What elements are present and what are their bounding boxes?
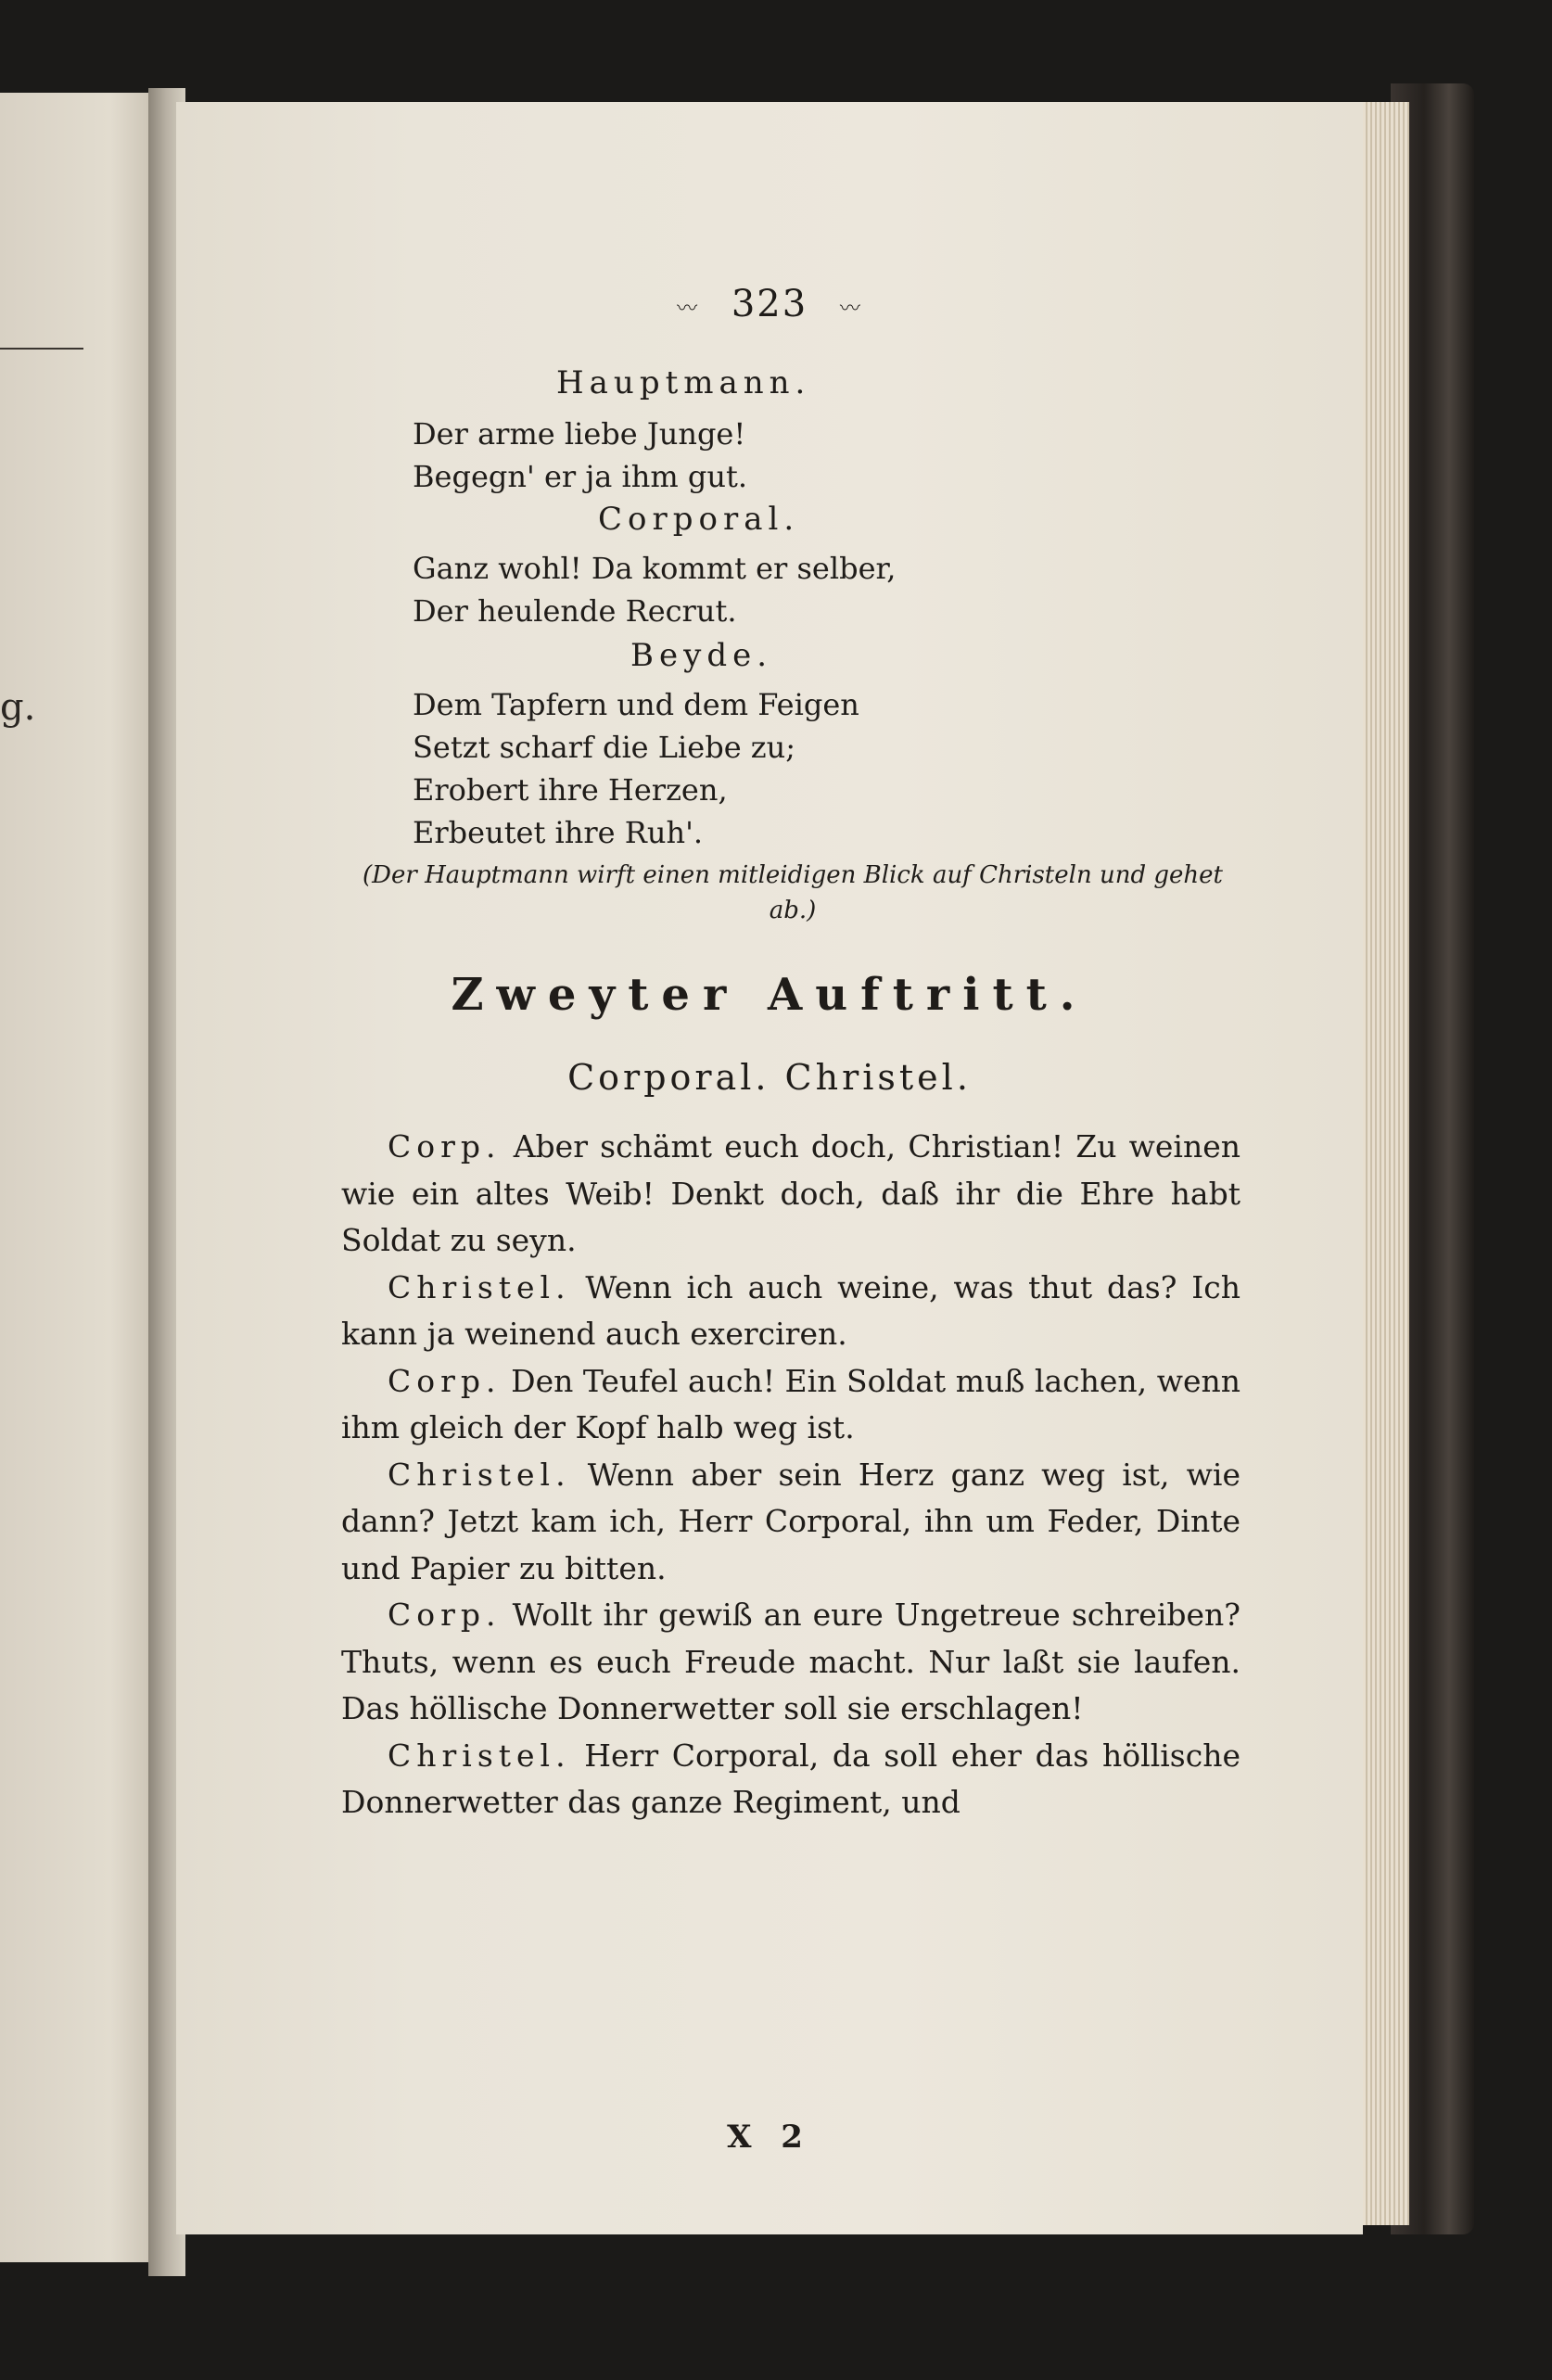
dialogue-paragraph (341, 1452, 1240, 1593)
header-ornament-left: 〰 (677, 297, 700, 321)
verse-block-3 (413, 683, 859, 854)
verse-line: Erobert ihre Herzen, (413, 772, 728, 808)
dialogue-text: Wenn aber sein Herz ganz weg ist, wie dann? Jetzt kam ich, Herr Corporal, ihn um Feder, Dinte und Papier zu bitten. (341, 1456, 1240, 1586)
dialogue-paragraph (341, 1592, 1240, 1733)
dialogue-speaker: Corp. (388, 1128, 502, 1165)
dialogue-paragraph (341, 1733, 1240, 1826)
dialogue-speaker: Corp. (388, 1597, 502, 1633)
verse-block-2 (413, 547, 896, 632)
speaker-beyde: Beyde. (630, 637, 773, 674)
header-ornament-right: 〰 (839, 297, 862, 321)
dialogue-speaker: Christel. (388, 1456, 571, 1493)
speaker-hauptmann: Hauptmann. (556, 364, 811, 401)
verse-block-1 (413, 413, 747, 498)
dialogue-speaker: Christel. (388, 1737, 571, 1774)
left-page-rule (0, 348, 83, 350)
dialogue-text: Wenn ich auch weine, was thut das? Ich kann ja weinend auch exerciren. (341, 1268, 1240, 1352)
left-page (0, 93, 158, 2262)
book-page (176, 102, 1363, 2234)
page-header (176, 283, 1363, 325)
verse-line: Der heulende Recrut. (413, 593, 737, 629)
dialogue-paragraph (341, 1358, 1240, 1452)
speaker-corporal: Corporal. (598, 501, 800, 538)
dialogue-text: Wollt ihr gewiß an eure Ungetreue schreiben? Thuts, wenn es euch Freude macht. Nur laßt sie laufen. Das höllische Donnerwetter soll sie erschlagen! (341, 1597, 1240, 1726)
page-number: 323 (731, 283, 808, 325)
verse-line: Setzt scharf die Liebe zu; (413, 730, 796, 765)
left-page-fragment: g. (0, 686, 36, 729)
verse-line: Ganz wohl! Da kommt er selber, (413, 551, 897, 586)
verse-line: Der arme liebe Junge! (413, 416, 746, 452)
dialogue-text: Den Teufel auch! Ein Soldat muß lachen, wenn ihm gleich der Kopf halb weg ist. (341, 1362, 1240, 1445)
dialogue-paragraph (341, 1265, 1240, 1358)
dialogue-speaker: Christel. (388, 1268, 571, 1305)
verse-line: Erbeutet ihre Ruh'. (413, 815, 704, 850)
scene-persons: Corporal. Christel. (567, 1057, 972, 1098)
dialogue-paragraph (341, 1124, 1240, 1265)
verse-line: Begegn' er ja ihm gut. (413, 459, 747, 494)
stage-direction: (Der Hauptmann wirft einen mitleidigen Blick auf Christeln und gehet ab.) (363, 861, 1223, 924)
verse-line: Dem Tapfern und dem Feigen (413, 687, 859, 722)
scene-title: Zweyter Auftritt. (451, 969, 1088, 1021)
dialogue-text: Aber schämt euch doch, Christian! Zu weinen wie ein altes Weib! Denkt doch, daß ihr die Ehre habt Soldat zu seyn. (341, 1128, 1240, 1258)
dialogue-speaker: Corp. (388, 1362, 502, 1399)
dialogue-text: Herr Corporal, da soll eher das höllische Donnerwetter das ganze Regiment, und (341, 1737, 1240, 1820)
dialogue (341, 1124, 1240, 1826)
signature-mark: X 2 (727, 2119, 812, 2156)
